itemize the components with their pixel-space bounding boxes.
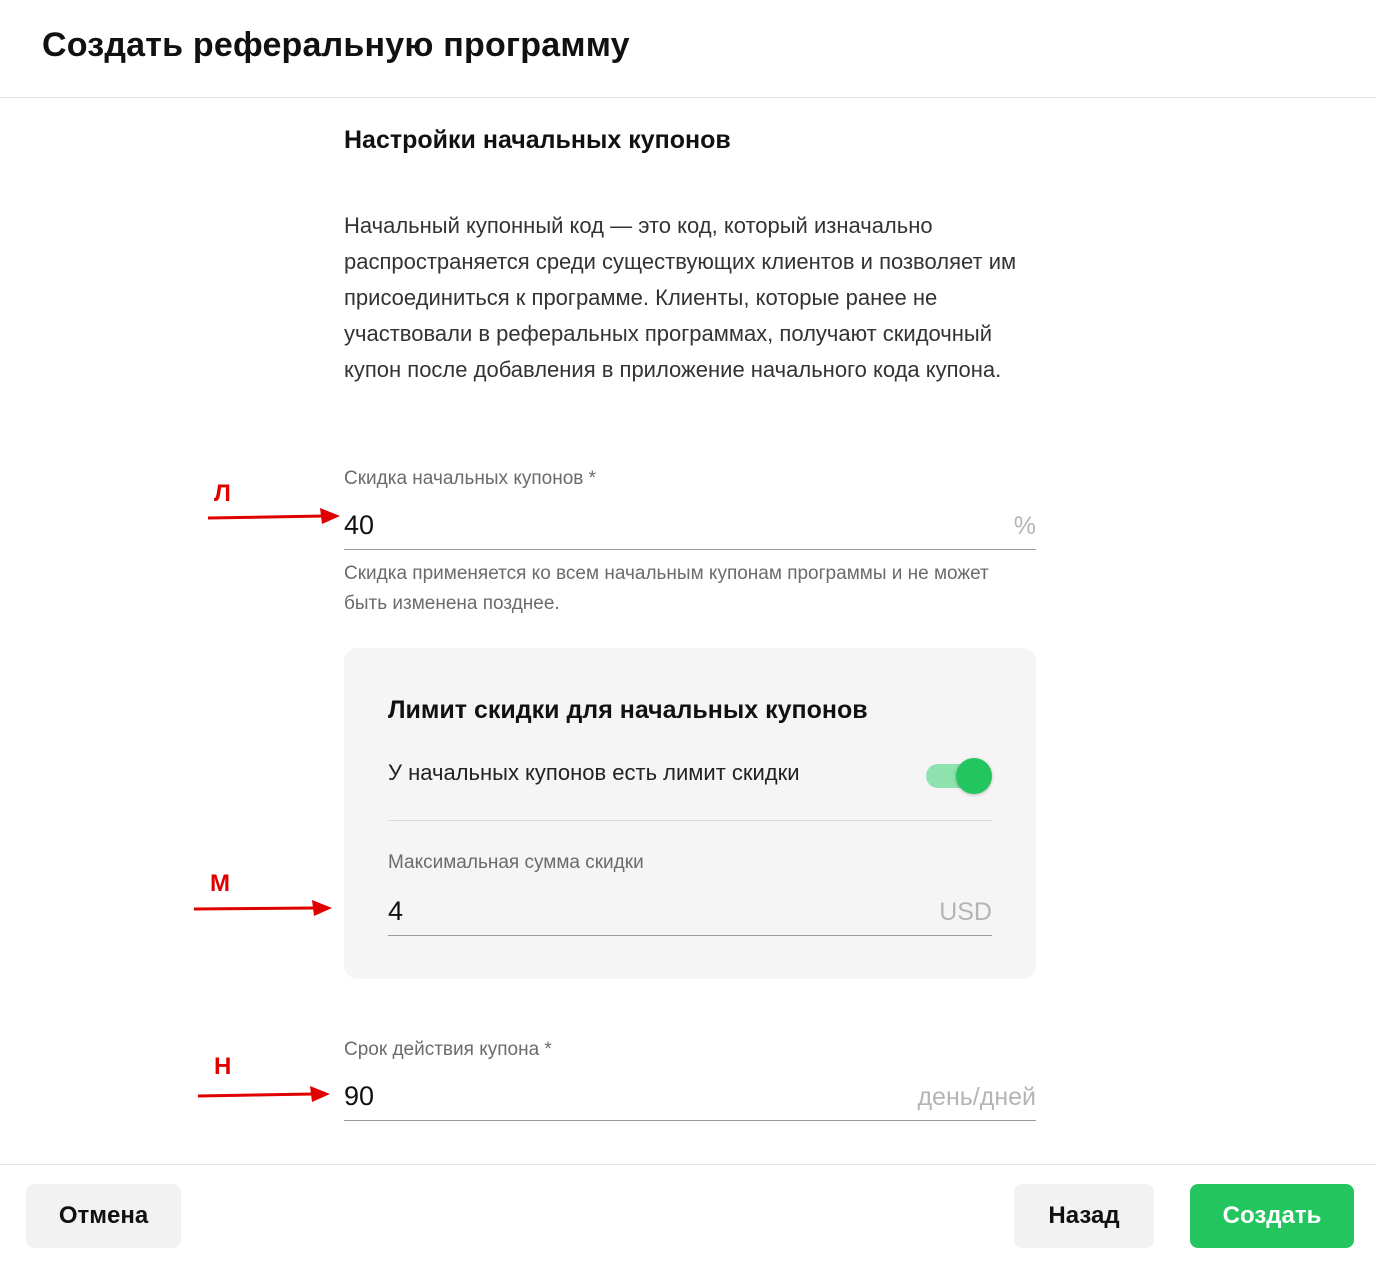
- annotation-letter-n: Н: [214, 1053, 232, 1080]
- discount-suffix: %: [1013, 512, 1036, 540]
- max-discount-input[interactable]: [388, 890, 992, 936]
- discount-input[interactable]: [344, 504, 1036, 550]
- max-discount-suffix: USD: [939, 898, 992, 926]
- discount-helper: Скидка применяется ко всем начальным купонам программы и не может быть изменена позднее.: [344, 563, 989, 614]
- annotation-arrow-n: [196, 1082, 332, 1106]
- toggle-knob: [956, 758, 992, 794]
- discount-limit-card: [344, 648, 1036, 979]
- section-description: Начальный купонный код — это код, который изначально распространяется среди существующих клиентов и позволяет им присоединиться к программе. Клиенты, которые ранее не участвовали в реферальных программах, получают скидочный купон после добавления в приложение начального кода купона.: [344, 213, 1017, 382]
- dialog-header: [0, 0, 1376, 98]
- dialog-title: Создать реферальную программу: [42, 26, 630, 64]
- toggle-label: У начальных купонов есть лимит скидки: [388, 760, 800, 785]
- discount-limit-toggle[interactable]: [926, 758, 992, 792]
- card-divider: [388, 820, 992, 821]
- cancel-button[interactable]: Отмена: [26, 1184, 181, 1248]
- discount-label: Скидка начальных купонов *: [344, 468, 597, 489]
- back-button[interactable]: Назад: [1014, 1184, 1154, 1248]
- annotation-arrow-l: [206, 504, 342, 528]
- annotation-letter-m: М: [210, 870, 230, 897]
- validity-label: Срок действия купона *: [344, 1039, 552, 1060]
- create-button[interactable]: Создать: [1190, 1184, 1354, 1248]
- annotation-arrow-m: [192, 896, 334, 920]
- dialog-footer: [0, 1164, 1376, 1266]
- card-title: Лимит скидки для начальных купонов: [388, 696, 868, 724]
- validity-suffix: день/дней: [917, 1083, 1036, 1111]
- validity-input[interactable]: [344, 1075, 1036, 1121]
- annotation-letter-l: Л: [214, 480, 231, 507]
- discount-value: 40: [344, 510, 375, 540]
- max-discount-label: Максимальная сумма скидки: [388, 852, 644, 873]
- section-title: Настройки начальных купонов: [344, 126, 731, 154]
- validity-value: 90: [344, 1081, 375, 1111]
- max-discount-value: 4: [388, 896, 404, 926]
